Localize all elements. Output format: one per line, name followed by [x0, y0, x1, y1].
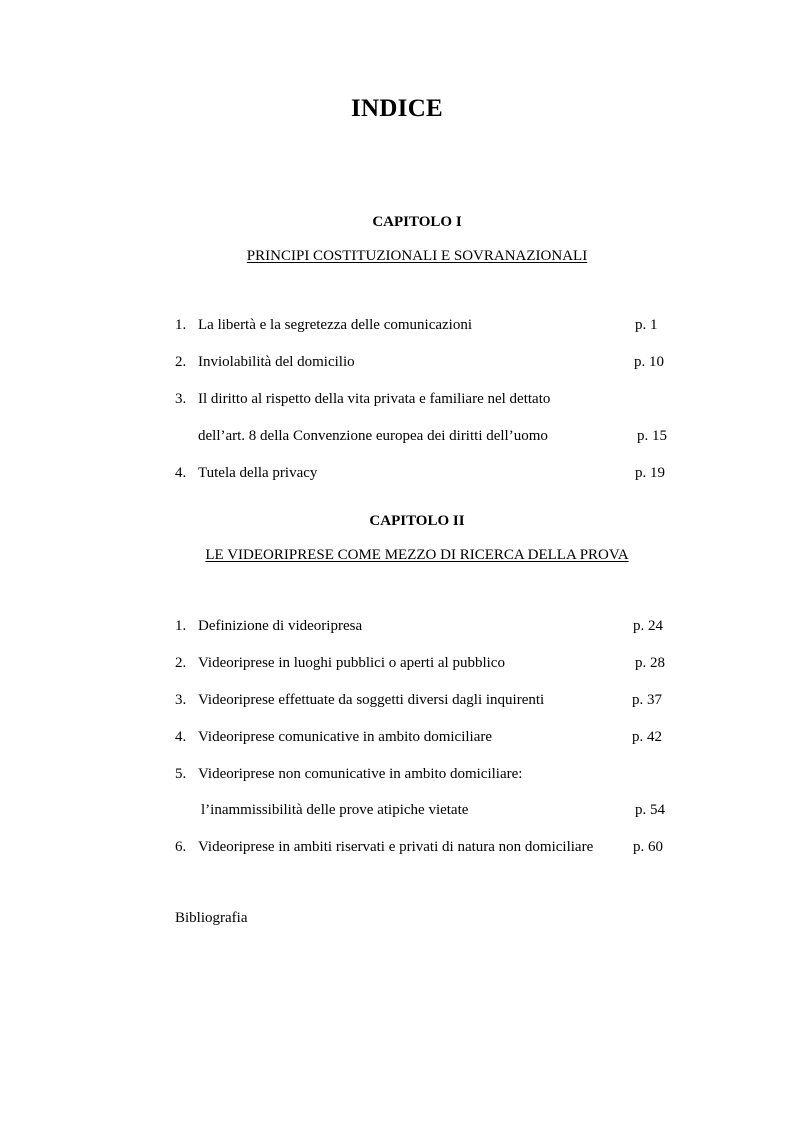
entry-page: p. 60	[633, 839, 663, 855]
toc-entry[interactable]	[175, 463, 675, 483]
entry-title: Videoriprese non comunicative in ambito domiciliare:	[198, 766, 523, 782]
entry-page: p. 24	[633, 618, 663, 634]
toc-entry[interactable]	[175, 690, 675, 710]
entry-title: Videoriprese in ambiti riservati e privati di natura non domiciliare	[198, 839, 594, 855]
chapter-1-heading: CAPITOLO I	[372, 214, 462, 230]
toc-entry[interactable]	[175, 727, 675, 747]
entry-title: Videoriprese in luoghi pubblici o aperti al pubblico	[198, 655, 505, 671]
page-title: INDICE	[350, 95, 444, 122]
entry-number: 3.	[175, 391, 187, 407]
toc-entry-continuation[interactable]	[175, 800, 675, 820]
entry-number: 3.	[175, 692, 187, 708]
entry-title: Il diritto al rispetto della vita privata e familiare nel dettato	[198, 391, 551, 407]
entry-title: dell’art. 8 della Convenzione europea dei diritti dell’uomo	[198, 428, 548, 444]
entry-title: Tutela della privacy	[198, 465, 318, 481]
toc-entry-continuation[interactable]	[175, 426, 675, 446]
chapter-1-subtitle: PRINCIPI COSTITUZIONALI E SOVRANAZIONALI	[246, 248, 588, 264]
toc-entry[interactable]	[175, 837, 675, 857]
entry-title: l’inammissibilità delle prove atipiche vietate	[201, 802, 469, 818]
entry-page: p. 28	[635, 655, 665, 671]
entry-page: p. 19	[635, 465, 665, 481]
toc-entry[interactable]	[175, 653, 675, 673]
entry-title: La libertà e la segretezza delle comunicazioni	[198, 317, 473, 333]
entry-number: 6.	[175, 839, 187, 855]
entry-page: p. 15	[637, 428, 667, 444]
entry-number: 2.	[175, 655, 187, 671]
entry-page: p. 1	[635, 317, 658, 333]
toc-entry[interactable]	[175, 389, 675, 409]
entry-number: 4.	[175, 465, 187, 481]
toc-entry[interactable]	[175, 764, 675, 784]
entry-number: 5.	[175, 766, 187, 782]
toc-entry[interactable]	[175, 315, 675, 335]
entry-number: 1.	[175, 317, 187, 333]
bibliography-entry[interactable]: Bibliografia	[175, 910, 248, 926]
entry-number: 2.	[175, 354, 187, 370]
chapter-2-heading: CAPITOLO II	[369, 513, 465, 529]
toc-entry[interactable]	[175, 616, 675, 636]
entry-number: 1.	[175, 618, 187, 634]
toc-entry[interactable]	[175, 352, 675, 372]
chapter-2-subtitle: LE VIDEORIPRESE COME MEZZO DI RICERCA DELLA PROVA	[205, 547, 629, 563]
entry-page: p. 42	[632, 729, 662, 745]
entry-page: p. 10	[634, 354, 664, 370]
entry-title: Videoriprese effettuate da soggetti diversi dagli inquirenti	[198, 692, 545, 708]
entry-page: p. 37	[632, 692, 662, 708]
entry-title: Videoriprese comunicative in ambito domiciliare	[198, 729, 493, 745]
entry-title: Inviolabilità del domicilio	[198, 354, 355, 370]
entry-title: Definizione di videoripresa	[198, 618, 363, 634]
entry-number: 4.	[175, 729, 187, 745]
entry-page: p. 54	[635, 802, 665, 818]
